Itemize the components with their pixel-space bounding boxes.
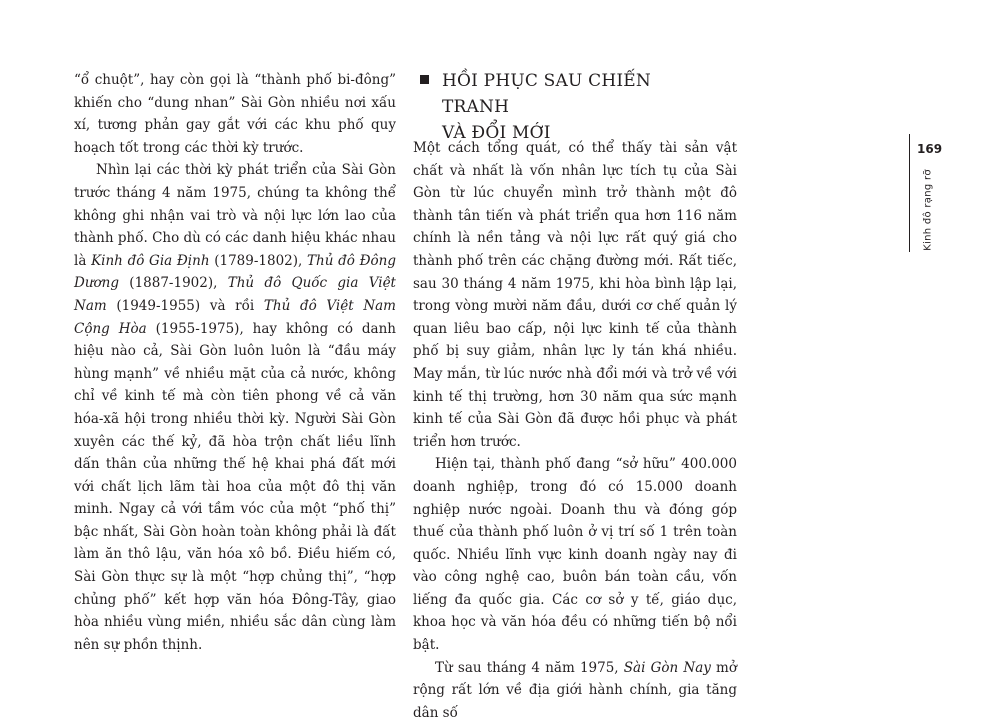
running-title: Kinh đô rạng rỡ [922,169,934,251]
body-paragraph [413,453,737,656]
section-heading-line-2: VÀ ĐỔI MỚI [442,123,551,143]
italic-text-segment: Thủ đô Việt Nam Cộng Hòa [74,297,396,337]
page-number: 169 [917,142,943,156]
margin-divider-rule [909,134,910,252]
text-segment: (1949-1955) và rồi [106,297,264,314]
section-heading-line-1: HỒI PHỤC SAU CHIẾN TRANH [442,71,651,117]
text-segment: (1955-1975), hay không có danh hiệu nào cả, Sài Gòn luôn luôn là “đầu máy hùng mạnh” về nhiều mặt của cả nước, không chỉ về kinh tế mà còn tiên phong về cả văn hóa-xã hội trong nhiều thời kỳ. Người Sài Gòn xuyên các thế kỷ, đã hòa trộn chất liều lĩnh dấn thân của những thế hệ khai phá đất mới với chất lịch lãm tài hoa của một đô thị văn minh. Ngay cả với tầm vóc của một “phố thị” bậc nhất, Sài Gòn hoàn toàn không phải là đất làm ăn thô lậu, văn hóa xô bồ. Điều hiếm có, Sài Gòn thực sự là một “hợp chủng thị”, “hợp chủng phố” kết hợp văn hóa Đông-Tây, giao hòa nhiều vùng miền, nhiều sắc dân cùng làm nên sự phồn thịnh. [74,320,396,653]
text-segment: “ổ chuột”, hay còn gọi là “thành phố bi-đông” khiến cho “dung nhan” Sài Gòn nhiều nơi xấu xí, tương phản gay gắt với các khu phố quy hoạch tốt trong các thời kỳ trước. [74,72,396,156]
text-segment: (1887-1902), [118,275,228,292]
text-segment: Từ sau tháng 4 năm 1975, [435,659,624,676]
right-text-column [413,137,737,724]
left-text-column [74,69,396,656]
body-paragraph [74,159,396,656]
text-segment: Hiện tại, thành phố đang “sở hữu” 400.000 doanh nghiệp, trong đó có 15.000 doanh nghiệp nước ngoài. Doanh thu và đóng góp thuế của thành phố luôn ở vị trí số 1 trên toàn quốc. Nhiều lĩnh vực kinh doanh ngày nay đi vào công nghệ cao, buôn bán toàn cầu, vốn liếng đa quốc gia. Các cơ sở y tế, giáo dục, khoa học và văn hóa đều có những tiến bộ nổi bật. [413,456,737,654]
text-segment: (1789-1802), [209,252,308,269]
text-segment: Nhìn lại các thời kỳ phát triển của Sài Gòn trước tháng 4 năm 1975, chúng ta không thể không ghi nhận vai trò và nội lực lớn lao của thành phố. Cho dù có các danh hiệu khác nhau là [74,162,396,269]
section-heading [420,68,720,146]
text-segment: Một cách tổng quát, có thể thấy tài sản vật chất và nhất là vốn nhân lực tích tụ của Sài Gòn từ lúc chuyển mình trở thành một đô thành tân tiến và phát triển qua hơn 116 năm chính là nền tảng và nội lực rất quý giá cho thành phố trên các chặng đường mới. Rất tiếc, sau 30 tháng 4 năm 1975, khi hòa bình lập lại, trong vòng mười năm đầu, dưới cơ chế quản lý quan liêu bao cấp, nội lực kinh tế của thành phố bị suy giảm, nhân lực ly tán khá nhiều. May mắn, từ lúc nước nhà đổi mới và trở về với kinh tế thị trường, hơn 30 năm qua sức mạnh kinh tế của Sài Gòn đã được hồi phục và phát triển hơn trước. [413,140,737,450]
italic-text-segment: Thủ đô Quốc gia Việt Nam [74,275,396,314]
body-paragraph [413,657,737,724]
body-paragraph [74,69,396,159]
heading-bullet-square-icon [420,75,429,84]
body-paragraph [413,137,737,453]
italic-text-segment: Thủ đô Đông Dương [74,252,396,292]
italic-text-segment: Sài Gòn Nay [623,659,711,676]
italic-text-segment: Kinh đô Gia Định [91,252,210,269]
text-segment: mở rộng rất lớn về địa giới hành chính, gia tăng dân số [413,659,737,721]
